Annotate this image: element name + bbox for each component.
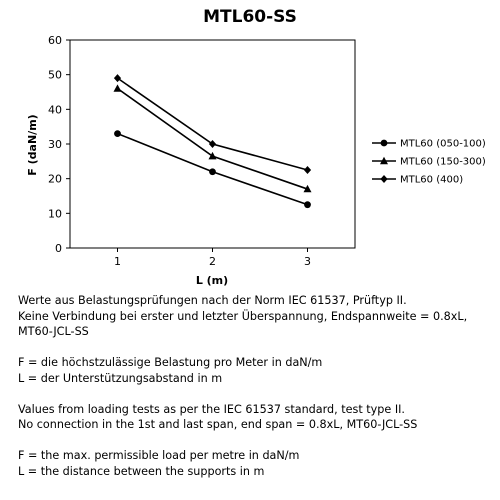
- note-de-l-definition: L = der Unterstützungsabstand in m: [18, 371, 223, 385]
- data-point-diamond: [304, 166, 311, 174]
- data-point-circle: [209, 168, 216, 175]
- y-tick-label: 10: [48, 207, 62, 221]
- chart-title: MTL60-SS: [203, 7, 297, 27]
- y-axis-label: F (daN/m): [26, 114, 39, 176]
- y-tick-label: 40: [48, 103, 62, 117]
- notes-block: [18, 293, 488, 479]
- data-point-circle: [114, 130, 121, 137]
- legend-marker-circle: [381, 140, 388, 147]
- note-de-f-definition: F = die höchstzulässige Belastung pro Meter in daN/m: [18, 356, 323, 369]
- data-point-diamond: [114, 74, 121, 82]
- y-tick-label: 0: [55, 242, 62, 255]
- legend-label: MTL60 (050-100): [400, 138, 486, 150]
- note-de-line2: Keine Verbindung bei erster und letzter Überspannung, Endspannweite = 0.8xL,: [18, 309, 468, 323]
- data-point-triangle: [209, 152, 217, 159]
- note-en-f-definition: F = the max. permissible load per metre in daN/m: [18, 449, 300, 462]
- plot-area: [48, 34, 355, 268]
- note-de-line1: Werte aus Belastungsprüfungen nach der Norm IEC 61537, Prüftyp II.: [18, 294, 407, 307]
- legend-label: MTL60 (150-300): [400, 156, 486, 168]
- y-tick-label: 20: [48, 172, 62, 186]
- data-point-circle: [304, 201, 311, 208]
- note-en-line1: Values from loading tests as per the IEC 61537 standard, test type II.: [18, 402, 405, 416]
- note-en-l-definition: L = the distance between the supports in m: [18, 464, 265, 478]
- note-de-line3: MT60-JCL-SS: [18, 325, 89, 338]
- y-tick-label: 60: [48, 34, 62, 47]
- data-point-diamond: [209, 140, 216, 148]
- legend: [372, 139, 486, 186]
- y-tick-label: 50: [48, 68, 62, 82]
- legend-marker-diamond: [380, 175, 387, 183]
- y-tick-label: 30: [48, 138, 62, 151]
- legend-label: MTL60 (400): [400, 174, 464, 186]
- note-en-line2: No connection in the 1st and last span, end span = 0.8xL, MT60-JCL-SS: [18, 418, 418, 431]
- data-point-triangle: [114, 84, 122, 91]
- x-tick-label: 1: [114, 255, 121, 268]
- x-tick-label: 3: [304, 255, 311, 268]
- x-axis-label: L (m): [195, 274, 229, 287]
- x-tick-label: 2: [209, 255, 216, 268]
